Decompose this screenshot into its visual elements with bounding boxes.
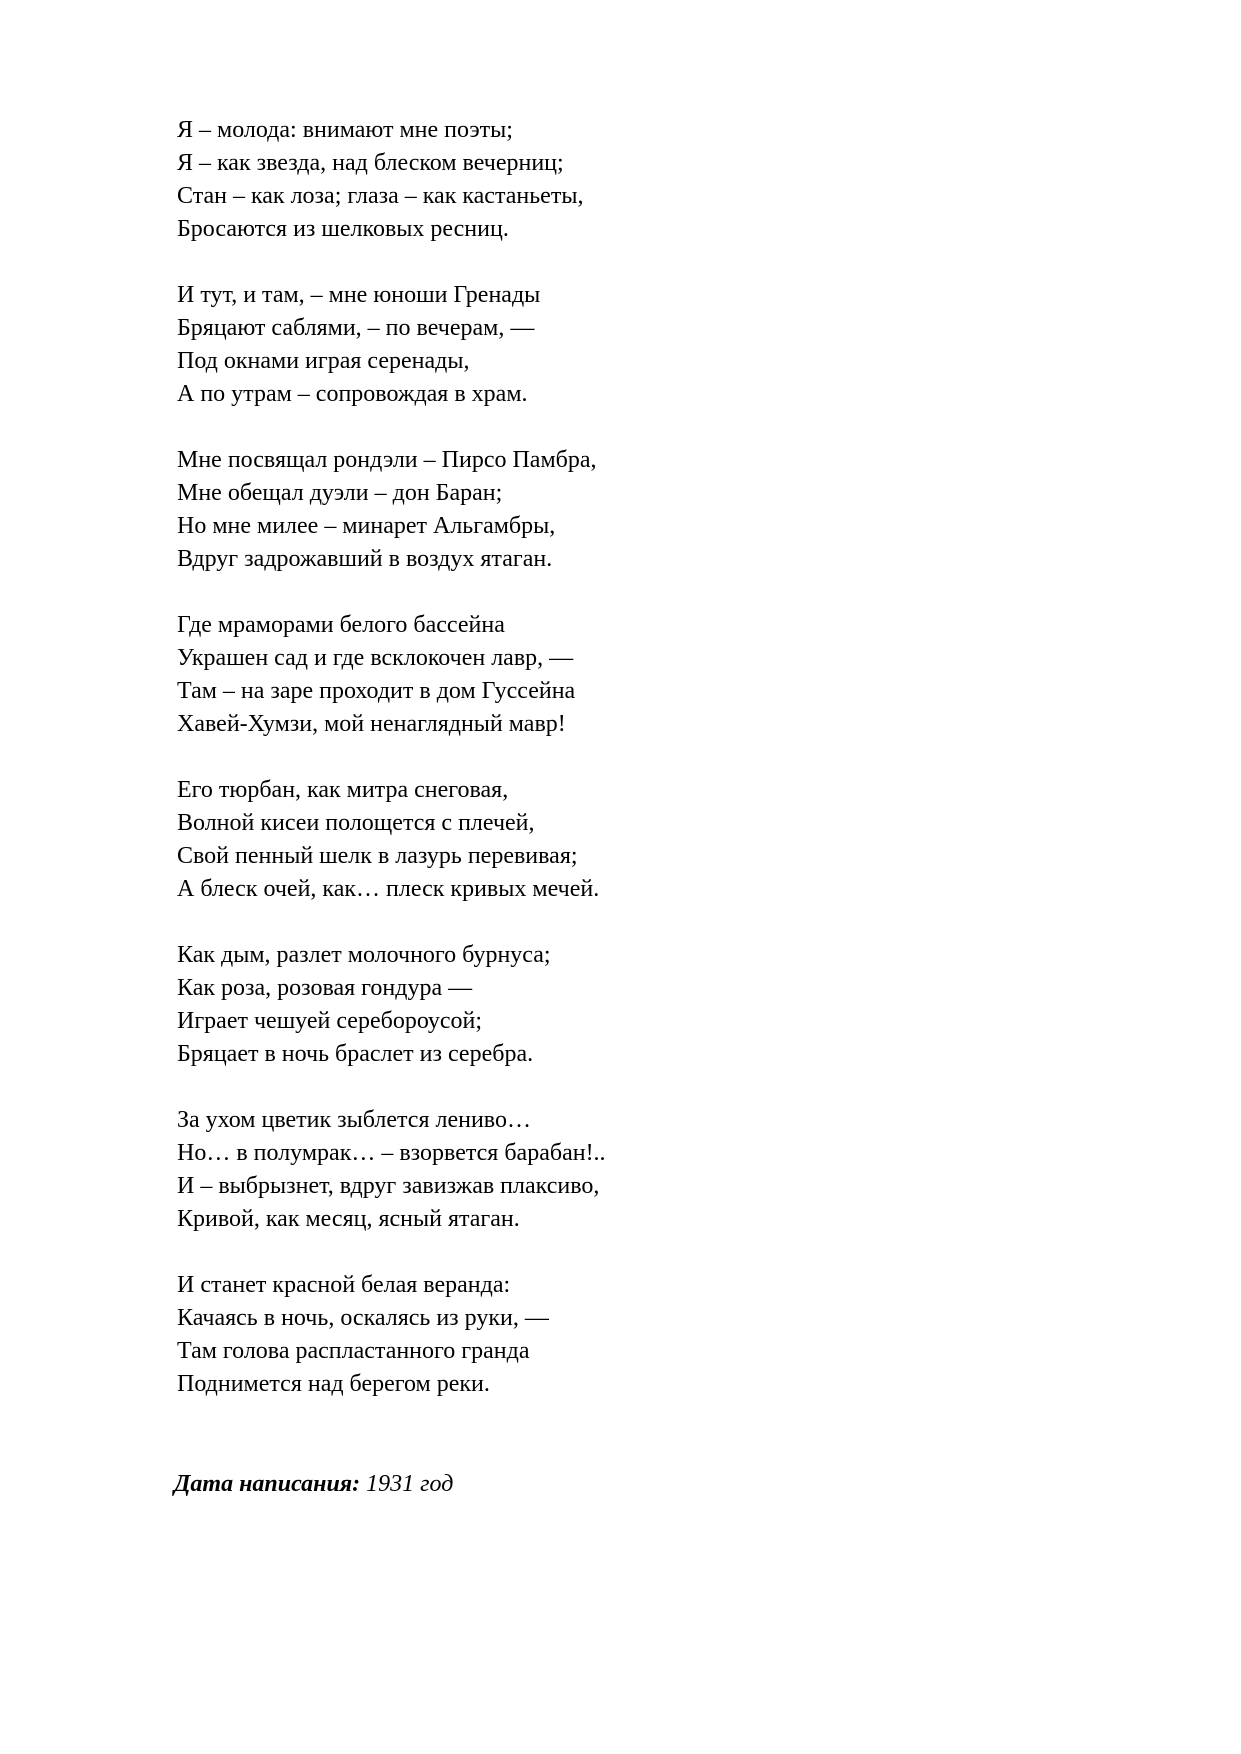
poem-line: Но мне милее – минарет Альгамбры, bbox=[177, 513, 556, 539]
poem-line: Играет чешуей серебороусой; bbox=[177, 1008, 483, 1034]
poem-line: И станет красной белая веранда: bbox=[177, 1272, 511, 1298]
poem-body bbox=[177, 114, 1077, 1434]
poem-line: За ухом цветик зыблется лениво… bbox=[177, 1107, 531, 1133]
poem-line: Вдруг задрожавший в воздух ятаган. bbox=[177, 546, 553, 572]
stanza-6 bbox=[177, 939, 1077, 1071]
poem-line: Мне посвящал рондэли – Пирсо Памбра, bbox=[177, 447, 597, 473]
poem-line: Хавей-Хумзи, мой ненаглядный мавр! bbox=[177, 711, 566, 737]
stanza-7 bbox=[177, 1104, 1077, 1236]
poem-line: Под окнами играя серенады, bbox=[177, 348, 470, 374]
poem-line: Как роза, розовая гондура — bbox=[177, 975, 473, 1001]
date-label: Дата написания: bbox=[174, 1471, 361, 1497]
poem-line: Я – молода: внимают мне поэты; bbox=[177, 117, 513, 143]
poem-line: Бряцает в ночь браслет из серебра. bbox=[177, 1041, 534, 1067]
poem-line: Мне обещал дуэли – дон Баран; bbox=[177, 480, 503, 506]
date-value: 1931 год bbox=[366, 1471, 454, 1497]
poem-line: Поднимется над берегом реки. bbox=[177, 1371, 490, 1397]
poem-line: Как дым, разлет молочного бурнуса; bbox=[177, 942, 551, 968]
poem-line: А по утрам – сопровождая в храм. bbox=[177, 381, 528, 407]
poem-line: Его тюрбан, как митра снеговая, bbox=[177, 777, 509, 803]
poem-line: Но… в полумрак… – взорвется барабан!.. bbox=[177, 1140, 606, 1166]
stanza-1 bbox=[177, 114, 1077, 246]
stanza-2 bbox=[177, 279, 1077, 411]
poem-line: Где мраморами белого бассейна bbox=[177, 612, 505, 638]
poem-line: Там – на заре проходит в дом Гуссейна bbox=[177, 678, 576, 704]
poem-line: И – выбрызнет, вдруг завизжав плаксиво, bbox=[177, 1173, 600, 1199]
poem-line: Стан – как лоза; глаза – как кастаньеты, bbox=[177, 183, 584, 209]
stanza-5 bbox=[177, 774, 1077, 906]
poem-line: Качаясь в ночь, оскалясь из руки, — bbox=[177, 1305, 549, 1331]
poem-line: Волной кисеи полощется с плечей, bbox=[177, 810, 535, 836]
poem-line: И тут, и там, – мне юноши Гренады bbox=[177, 282, 541, 308]
poem-line: Бросаются из шелковых ресниц. bbox=[177, 216, 509, 242]
writing-date bbox=[174, 1468, 453, 1501]
stanza-4 bbox=[177, 609, 1077, 741]
poem-line: Бряцают саблями, – по вечерам, — bbox=[177, 315, 535, 341]
poem-line: Я – как звезда, над блеском вечерниц; bbox=[177, 150, 564, 176]
poem-line: Свой пенный шелк в лазурь перевивая; bbox=[177, 843, 578, 869]
stanza-8 bbox=[177, 1269, 1077, 1401]
poem-line: Кривой, как месяц, ясный ятаган. bbox=[177, 1206, 520, 1232]
poem-line: Украшен сад и где всклокочен лавр, — bbox=[177, 645, 574, 671]
poem-line: Там голова распластанного гранда bbox=[177, 1338, 530, 1364]
poem-line: А блеск очей, как… плеск кривых мечей. bbox=[177, 876, 600, 902]
stanza-3 bbox=[177, 444, 1077, 576]
